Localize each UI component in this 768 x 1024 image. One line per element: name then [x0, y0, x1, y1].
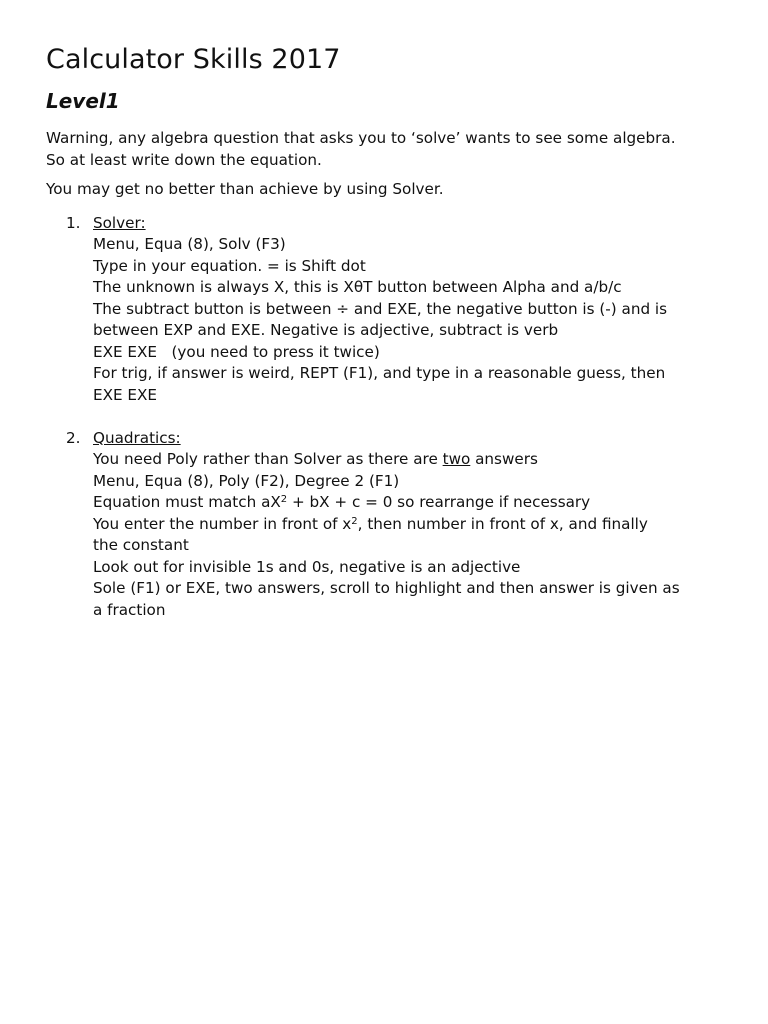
document-page: [46, 40, 726, 643]
solver-line: The subtract button is between ÷ and EXE, the negative button is (-) and is: [93, 299, 668, 318]
warning-paragraph: [46, 128, 726, 171]
underlined-word: two: [442, 450, 471, 468]
text-fragment: answers: [470, 450, 538, 468]
solver-line: For trig, if answer is weird, REPT (F1), and type in a reasonable guess, then: [93, 364, 666, 382]
solver-line: Type in your equation. = is Shift dot: [93, 256, 366, 275]
quadratics-line: Menu, Equa (8), Poly (F2), Degree 2 (F1): [93, 471, 400, 490]
achieve-paragraph: You may get no better than achieve by using Solver.: [46, 180, 444, 198]
level-heading: Level1: [46, 89, 120, 113]
text-fragment: , then number in front of x, and finally: [357, 514, 648, 533]
quadratics-line: the constant: [93, 536, 189, 554]
list-number: 2.: [66, 428, 81, 447]
text-fragment: You enter the number in front of x: [93, 514, 352, 533]
superscript: 2: [351, 515, 358, 527]
superscript: 2: [280, 494, 288, 505]
text-fragment: Equation must match aX: [93, 493, 281, 511]
solver-line: between EXP and EXE. Negative is adjective, subtract is verb: [93, 321, 559, 339]
document-title: Calculator Skills 2017: [46, 44, 341, 75]
quadratics-line: [93, 492, 726, 514]
skills-list: [46, 213, 726, 622]
quadratics-line: Sole (F1) or EXE, two answers, scroll to highlight and then answer is given as: [93, 579, 680, 597]
list-item-quadratics: [46, 428, 726, 622]
solver-line: EXE EXE: [93, 385, 158, 404]
quadratics-line: a fraction: [93, 600, 166, 619]
section-heading-quadratics: Quadratics:: [93, 428, 181, 447]
list-item-solver: [46, 213, 726, 407]
quadratics-line: [93, 514, 726, 536]
solver-line: The unknown is always X, this is XθT button between Alpha and a/b/c: [93, 278, 622, 296]
section-heading-solver: Solver:: [93, 213, 146, 232]
text-fragment: You need Poly rather than Solver as there are: [93, 450, 443, 468]
quadratics-line: [93, 449, 726, 471]
text-fragment: + bX + c = 0 so rearrange if necessary: [287, 493, 591, 511]
warning-line-2: So at least write down the equation.: [46, 150, 322, 169]
solver-line: Menu, Equa (8), Solv (F3): [93, 235, 286, 253]
list-number: 1.: [66, 213, 81, 232]
quadratics-line: Look out for invisible 1s and 0s, negative is an adjective: [93, 557, 521, 576]
solver-line: EXE EXE (you need to press it twice): [93, 342, 380, 361]
warning-line-1: Warning, any algebra question that asks you to ‘solve’ wants to see some algebra.: [46, 129, 676, 147]
